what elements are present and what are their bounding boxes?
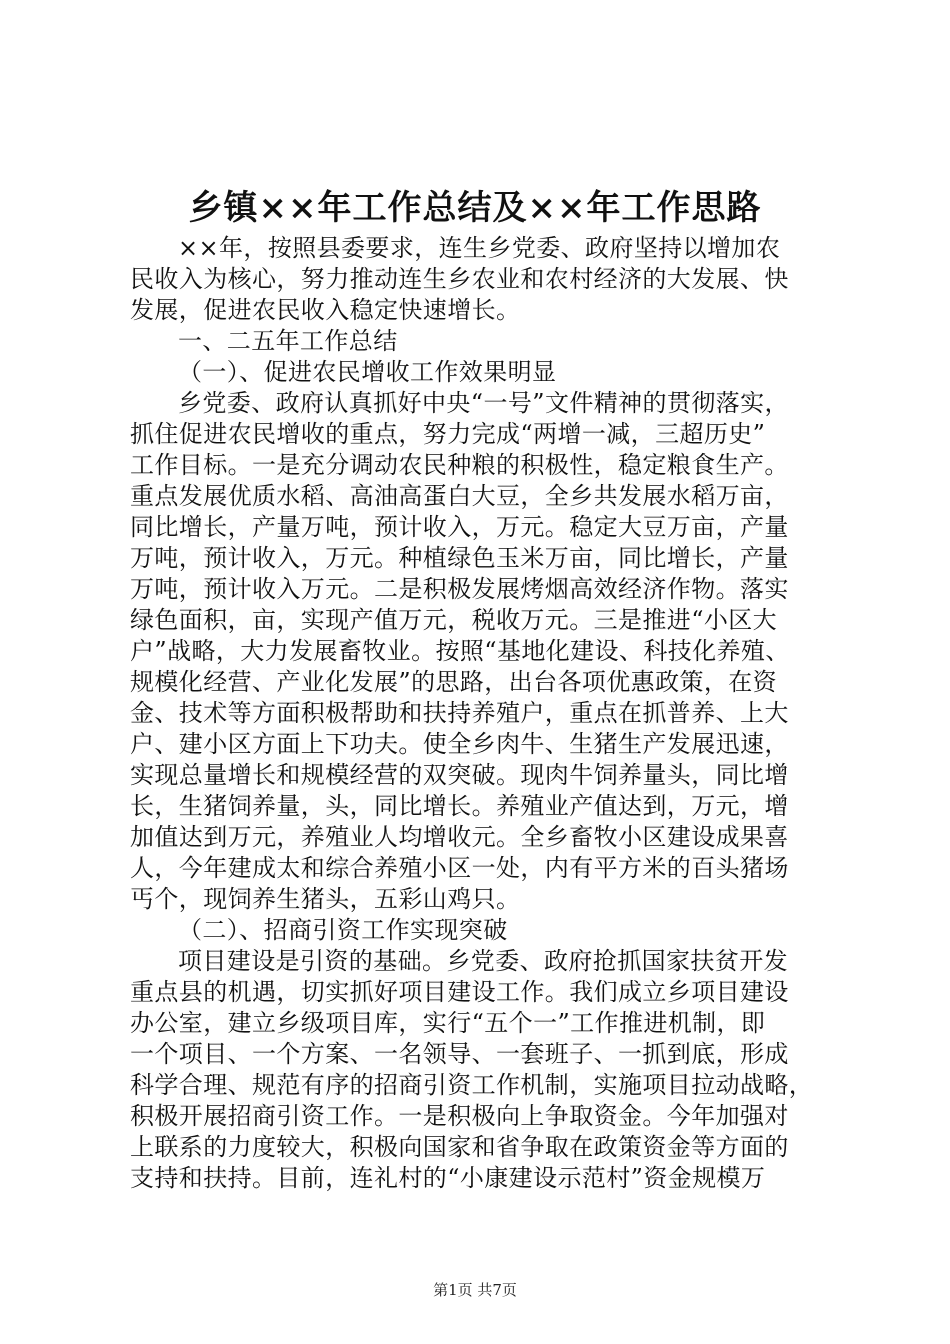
paragraph-line: 万吨，预计收入万元。二是积极发展烤烟高效经济作物。落实	[130, 575, 789, 603]
paragraph-line: 一个项目、一个方案、一名领导、一套班子、一抓到底，形成	[130, 1040, 789, 1068]
document-body	[130, 233, 825, 1194]
paragraph-line: 人，今年建成太和综合养殖小区一处，内有平方米的百头猪场	[130, 854, 789, 882]
subsection-heading: （二）、招商引资工作实现突破	[178, 916, 508, 944]
paragraph-line: 支持和扶持。目前，连礼村的“小康建设示范村”资金规模万	[130, 1164, 766, 1192]
paragraph-line: 实现总量增长和规模经营的双突破。现肉牛饲养量头，同比增	[130, 761, 789, 789]
paragraph-line: 规模化经营、产业化发展”的思路，出台各项优惠政策，在资	[130, 668, 778, 696]
paragraph-line: 项目建设是引资的基础。乡党委、政府抢抓国家扶贫开发	[178, 947, 788, 975]
paragraph-line: 户、建小区方面上下功夫。使全乡肉牛、生猪生产发展迅速，	[130, 730, 789, 758]
paragraph-line: 民收入为核心，努力推动连生乡农业和农村经济的大发展、快	[130, 265, 789, 293]
paragraph-line: 发展，促进农民收入稳定快速增长。	[130, 296, 521, 324]
paragraph-line: 户”战略，大力发展畜牧业。按照“基地化建设、科技化养殖、	[130, 637, 790, 665]
paragraph-line: 加值达到万元，养殖业人均增收元。全乡畜牧小区建设成果喜	[130, 823, 789, 851]
paragraph-line: 科学合理、规范有序的招商引资工作机制，实施项目拉动战略，	[130, 1071, 814, 1099]
paragraph-line: ××年，按照县委要求，连生乡党委、政府坚持以增加农	[178, 234, 781, 262]
paragraph-line: 积极开展招商引资工作。一是积极向上争取资金。今年加强对	[130, 1102, 789, 1130]
paragraph-line: 万吨，预计收入，万元。种植绿色玉米万亩，同比增长，产量	[130, 544, 789, 572]
paragraph-line: 重点发展优质水稻、高油高蛋白大豆，全乡共发展水稻万亩，	[130, 482, 789, 510]
paragraph-line: 抓住促进农民增收的重点，努力完成“两增一减，三超历史”	[130, 420, 766, 448]
paragraph-line: 办公室，建立乡级项目库，实行“五个一”工作推进机制，即	[130, 1009, 766, 1037]
paragraph-line: 长，生猪饲养量，头，同比增长。养殖业产值达到，万元，增	[130, 792, 789, 820]
paragraph-line: 工作目标。一是充分调动农民种粮的积极性，稳定粮食生产。	[130, 451, 789, 479]
paragraph-line: 金、技术等方面积极帮助和扶持养殖户，重点在抓普养、上大	[130, 699, 789, 727]
subsection-heading: （一）、促进农民增收工作效果明显	[178, 358, 557, 386]
paragraph-line: 丐个，现饲养生猪头，五彩山鸡只。	[130, 885, 521, 913]
paragraph-line: 同比增长，产量万吨，预计收入，万元。稳定大豆万亩，产量	[130, 513, 789, 541]
paragraph-line: 乡党委、政府认真抓好中央“一号”文件精神的贯彻落实，	[178, 389, 789, 417]
paragraph-line: 上联系的力度较大，积极向国家和省争取在政策资金等方面的	[130, 1133, 789, 1161]
paragraph-line: 重点县的机遇，切实抓好项目建设工作。我们成立乡项目建设	[130, 978, 789, 1006]
paragraph-line: 绿色面积，亩，实现产值万元，税收万元。三是推进“小区大	[130, 606, 778, 634]
page-number-footer: 第1页 共7页	[433, 1281, 517, 1299]
section-heading: 一、二五年工作总结	[178, 327, 398, 355]
document-title: 乡镇××年工作总结及××年工作思路	[188, 188, 762, 228]
